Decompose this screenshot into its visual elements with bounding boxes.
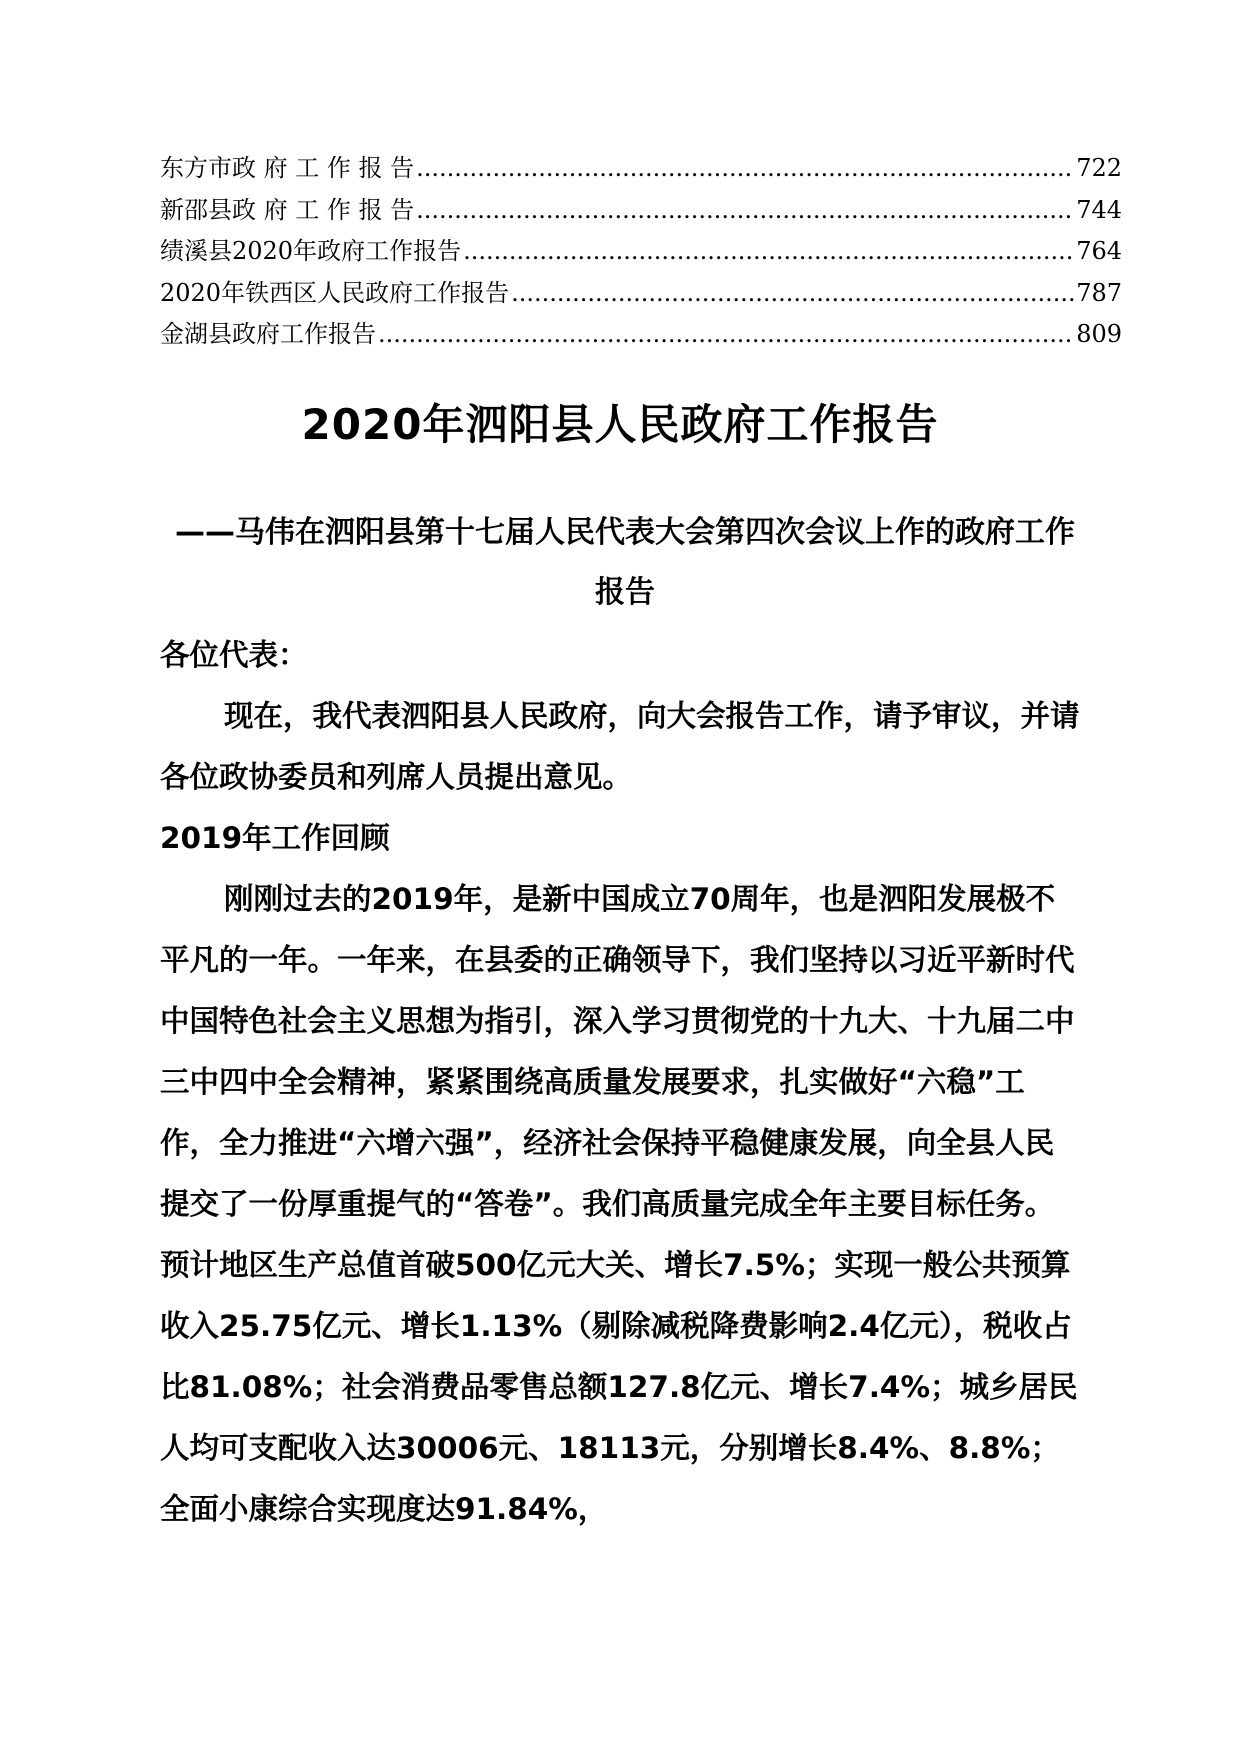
toc-leader-dots — [416, 196, 1074, 224]
toc-entry-title: 绩溪县2020年政府工作报告 — [160, 237, 462, 265]
toc-entry[interactable] — [160, 190, 1122, 232]
toc-entry[interactable] — [160, 148, 1122, 190]
toc-leader-dots — [511, 279, 1074, 307]
table-of-contents — [160, 148, 1122, 356]
toc-leader-dots — [463, 237, 1074, 265]
toc-entry-title: 新邵县政 府 工 作 报 告 — [160, 195, 415, 224]
toc-entry[interactable] — [160, 314, 1122, 356]
document-title: 2020年泗阳县人民政府工作报告 — [301, 400, 939, 449]
toc-entry-page: 809 — [1076, 320, 1122, 348]
toc-entry-title: 东方市政 府 工 作 报 告 — [160, 154, 415, 182]
toc-leader-dots — [416, 154, 1074, 182]
toc-entry-page: 787 — [1076, 278, 1122, 307]
salutation: 各位代表： — [160, 638, 308, 672]
toc-entry-title: 2020年铁西区人民政府工作报告 — [160, 278, 510, 307]
body-paragraph: 刚刚过去的2019年，是新中国成立70周年，也是泗阳发展极不平凡的一年。一年来，在县委的正确领导下，我们坚持以习近平新时代中国特色社会主义思想为指引，深入学习贯彻党的十九大、十九届二中三中四中全会精神，紧紧围绕高质量发展要求，扎实做好“六稳”工作，全力推进“六增六强”，经济社会保持平稳健康发展，向全县人民提交了一份厚重提气的“答卷”。我们高质量完成全年主要目标任务。预计地区生产总值首破500亿元大关、增长7.5%；实现一般公共预算收入25.75亿元、增长1.13%（剔除减税降费影响2.4亿元），税收占比81.08%；社会消费品零售总额127.8亿元、增长7.4%；城乡居民人均可支配收入达30006元、18113元，分别增长8.4%、8.8%；全面小康综合实现度达91.84%， — [160, 882, 1078, 1526]
toc-entry[interactable] — [160, 231, 1122, 273]
toc-entry-title: 金湖县政府工作报告 — [160, 320, 376, 348]
toc-entry-page: 722 — [1076, 154, 1122, 182]
intro-paragraph: 现在，我代表泗阳县人民政府，向大会报告工作，请予审议，并请各位政协委员和列席人员提出意见。 — [160, 699, 1080, 794]
section-heading: 2019年工作回顾 — [160, 821, 390, 855]
toc-entry-page: 744 — [1076, 195, 1122, 224]
document-subtitle: ——马伟在泗阳县第十七届人民代表大会第四次会议上作的政府工作报告 — [175, 515, 1075, 610]
toc-leader-dots — [378, 320, 1074, 348]
toc-entry-page: 764 — [1076, 237, 1122, 265]
document-body — [160, 625, 1080, 1540]
toc-entry[interactable] — [160, 273, 1122, 315]
